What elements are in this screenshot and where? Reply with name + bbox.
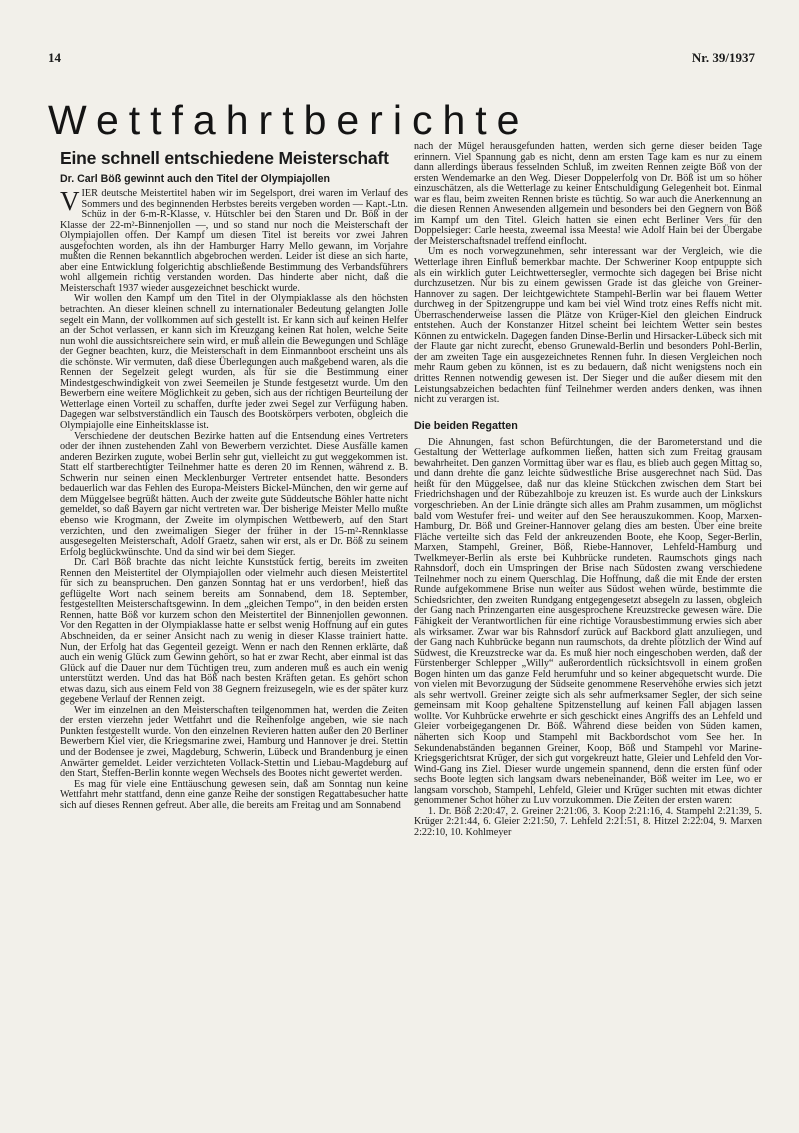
section-heading: Die beiden Regatten xyxy=(414,419,518,432)
drop-cap: V xyxy=(60,186,80,216)
body-paragraph: Es mag für viele eine Enttäuschung gewesen sein, daß am Sonntag nun keine Wettfahrt mehr stattfand, denn eine ganze Reihe der sonstigen Regattabesucher hatte sich auf dieses Rennen gefreut. Aber alle, die bereits am Freitag und am Sonnabend xyxy=(60,778,408,811)
body-paragraph: Verschiedene der deutschen Bezirke hatten auf die Entsendung eines Vertreters oder der ihnen zustehenden Zahl von Bewerbern verzichtet. Diese Ausfälle kamen anderen Bezirken zugute, wobei Berlin sehr gut, vielleicht zu gut weggekommen ist. Statt elf startberechtigter Teilnehmer hatte es deren 20 im Rennen, während z. B. Schwerin nur seinen einen Mecklenburger Vertreter entsendet hatte. Besonders bedauerlich war das Fehlen des Europa-Meisters Bickel-München, den wir gerne auf dem Müggelsee begrüßt hätten. Auch der zweite gute Süddeutsche Böhler hatte nicht gemeldet, so daß Bayern gar nicht vertreten war. Der bisherige Meister Mello mußte ebenso wie Krogmann, der Zweite im olympischen Wettbewerb, auf den Start verzichten, und den zweimaligen Sieger der früher in der 15-m²-Rennklasse ausgesegelten Meisterschaft, Adolf Graetz, sahen wir erst, als er Dr. Böß zu seinem Erfolg beglückwünschte. Und da sind wir bei dem Sieger. xyxy=(60,430,408,558)
results-paragraph: 1. Dr. Böß 2:20:47, 2. Greiner 2:21:06, 3. Koop 2:21:16, 4. Stampehl 2:21:39, 5. Krüger 2:21:44, 6. Gleier 2:21:50, 7. Lehfeld 2:21:51, 8. Hitzel 2:22:04, 9. Marxen 2:22:10, 10. Kohlmeyer xyxy=(414,805,762,838)
first-paragraph xyxy=(60,186,408,294)
issue-number: Nr. 39/1937 xyxy=(691,50,755,65)
body-paragraph: Um es noch vorwegzunehmen, sehr interessant war der Vergleich, wie die Wetterlage ihren Einfluß bemerkbar machte. Der Schweriner Koop entpuppte sich als ein wirklich guter Leichtwettersegler, vermochte sich dagegen bei Brise nicht durchzusetzen. Nur bis zu einem gewissen Grade ist das gleiche von Greiner-Hannover zu sagen. Der leichtgewichtete Stampehl-Berlin war bei flauem Wetter durchweg in der Spitzengruppe und kam bei viel Wind trotz eines Reffs nicht mit. Überraschenderweise lassen die Plätze von Krüger-Kiel den gleichen Eindruck entstehen. Auch der Konstanzer Hitzel scheint bei leichtem Wetter sein bestes Können zu entwickeln. Dagegen fanden Dinse-Berlin und Hirsacker-Lübeck sich mit der Flaute gar nicht zurecht, ebenso Grunewald-Berlin und besonders Pohl-Berlin, der am zweiten Tage ein ausgezeichnetes Rennen fuhr. In diesen Vergleichen noch mehr Raum geben zu können, ist es zu bedauern, daß nicht wenigstens noch ein drittes Rennen notwendig gewesen ist. Der Sieger und die außer diesem mit den Leistungsabzeichen bedachten fünf Teilnehmer werden anders denken, was ihnen nicht zu verargen ist. xyxy=(414,246,762,406)
body-paragraph: nach der Mügel herausgefunden hatten, werden sich gerne dieser beiden Tage erinnern. Viel Spannung gab es nicht, denn am ersten Tage kam es nur zu einem dann allerdings überaus fesselnden Schluß, im zweiten Rennen zeigte Böß von der ersten Wendemarke an den Weg. Dieser Doppelerfolg von Dr. Böß ist um so höher einzuschätzen, als die Wetterlage zu keiner Entschuldigung Gelegenheit bot. Einmal war es flau, beim zweiten Rennen briste es tüchtig. So war auch die Anerkennung an die diesen Rennen Anwesenden allgemein und besonders bei den Gegnern von Böß im Kampf um den Titel. Gleich hatten sie einen echt Berliner Vers für den Doppelsieger: Carle heesta, zweemal issa Meesta! wie Adolf Hain bei der Übergabe der Meisterschaftsnadel treffend einflocht. xyxy=(414,141,762,247)
article-title: Eine schnell entschiedene Meisterschaft xyxy=(60,148,389,168)
right-column xyxy=(414,142,762,838)
body-paragraph: Dr. Carl Böß brachte das nicht leichte Kunststück fertig, bereits im zweiten Rennen den Meistertitel der Olympiajollen oder vielmehr auch diesen Meistertitel für sich zu beanspruchen. Den ganzen Sonntag hat er uns verdorben!, hieß das geflügelte Wort nach seinem bereits am Sonnabend, dem 18. September, festgestellten Meisterschaftsgewinn. In dem „gleichen Tempo“, in den beiden ersten Rennen, hatte Böß vor kurzem schon den Meistertitel der Binnenjollen gewonnen. Vor den Regatten in der Olympiaklasse hatte er selbst wenig Hoffnung auf ein gutes Abschneiden, da er seiner Ansicht nach zu wenig in dieser Klasse trainiert hatte. Nun, der Erfolg hat das Gegenteil gezeigt. Wenn er nach den Rennen erklärte, daß auch ein wenig Glück zum Gewinn gehört, so hat er zwar Recht, aber einmal ist das Glück auf die Dauer nur dem Tüchtigen treu, zum anderen muß es auch ein wenig unterstützt werden. Und das hat Böß nach besten Kräften getan. Es gehört schon etwas dazu, sich aus einem Feld von 38 Gegnern freizusegeln, wie es der später kurz gegebene Verlauf der Rennen zeigt. xyxy=(60,557,408,706)
first-paragraph-text: IER deutsche Meistertitel haben wir im Segelsport, drei waren im Verlauf des Sommers und des beginnenden Herbstes bereits vergeben worden — Kapt.-Ltn. Schüz in der 6-m-R-Klasse, v. Hütschler bei den Staren und Dr. Böß in der Klasse der 22-m²-Binnenjollen —, und so stand nur noch die Meisterschaft der Olympiajollen offen. Der Kampf um diesen Titel ist bereits vor zwei Jahren ausgefochten worden, als ihn der Hamburger Harry Mello gewann, im Vorjahre mußten die Rennen bekanntlich abgebrochen werden. Leider ist diese an sich harte, aber eine Entwicklung folgerichtig abschließende Bestimmung des Verbandsführers wohl allgemein richtig verstanden worden. Das hinderte aber nicht, daß die Meisterschaft 1937 wieder ausgezeichnet beschickt wurde. xyxy=(60,188,408,294)
body-paragraph: Wir wollen den Kampf um den Titel in der Olympiaklasse als den höchsten betrachten. An dieser kleinen schnell zu internationaler Bedeutung gelangten Jolle segelt ein Mann, der vollkommen auf sich gestellt ist. Er kann sich auf keinen Helfer an der Schot verlassen, er kann sich im Kreuzgang keinen Rat holen, welche Seite nun wohl die aussichtsreichere sein wird, er muß allein die Bewegungen und Schläge der Gegner beachten, kurz, die Meisterschaft in dem Einmannboot erscheint uns als die schönste. Wir vermuten, daß diese Überlegungen auch maßgebend waren, als die Rennen der Segelzeit gelegt wurden, als für sie die Bestimmung einer Mindestgeschwindigkeit von zwei Seemeilen je Stunde festgesetzt wurde. Um den Bewerbern eine weitere Möglichkeit zu geben, sich aus der richtigen Beurteilung der Wetterlage einen Vorteil zu schaffen, durfte jeder zwei Segel zur Verfügung haben. Dagegen war selbstverständlich ein Tausch des Bootskörpers verboten, obgleich die Olympiajolle eine Einheitsklasse ist. xyxy=(60,293,408,432)
article-subtitle: Dr. Carl Böß gewinnt auch den Titel der Olympiajollen xyxy=(60,173,330,185)
body-paragraph: Die Ahnungen, fast schon Befürchtungen, die der Barometerstand und die Gestaltung der Wetterlage aufkommen ließen, hatten sich zum Freitag grausam bewahrheitet. Den ganzen Vormittag über war es flau, es blieb auch gegen Mittag so, und dann drehte die ganz leichte südwestliche Brise ausgerechnet nach Süd. Das heißt für den Müggelsee, daß nur das kleine Stückchen zwischen dem Start bei Friedrichshagen und der Rübezahlboje zu kreuzen ist. Es wurde auch der Linkskurs vorgeschrieben. An der Linie drängte sich alles am Prahm zusammen, um möglichst bald vom Westufer frei- und weiter auf den See herauszukommen. Koop, Marxen-Hamburg, Dr. Böß und Greiner-Hannover gelang dies am besten. Über eine breite Fläche verteilte sich das Feld der ankreuzenden Boote, ehe Koop, Seger-Berlin, Marxen, Stampehl, Greiner, Böß, Riebe-Hannover, Lehfeld-Hamburg und Twelkmeyer-Berlin als erste bei Kuhbrücke rundeten. Raumschots gings nach Rahnsdorf, doch ein Umspringen der Brise nach Südosten zwang verschiedene Teilnehmer noch zu einem Querschlag. Die Hoffnung, daß die mit Ende der ersten Runde aufgekommene Brise nun weiter aus Südost wehen würde, bestimmte die Schiedsrichter, den zweiten Rundgang entgegengesetzt absegeln zu lassen, obgleich der Gang nach Prinzengarten eine ausgesprochene Kreuzstrecke gewesen wäre. Die Fähigkeit der Verantwortlichen für eine richtige Vorausbestimmung erwies sich aber als wirksamer. Zwar war bis Rahnsdorf zurück auf Backbord glatt anzuliegen, und der Gang nach Kuhbrücke begann nun raumschots, da drehte plötzlich der Wind auf Südwest, die Kreuzstrecke war da. Es muß hier noch eingeschoben werden, daß der Fürstenberger Schlepper „Willy“ außerordentlich rücksichtsvoll in einem großen Bogen hinten um das ganze Feld herumfuhr und so keiner abgequetscht wurde. Die von vielen mit Bevorzugung der Südseite genommene Reservehöhe erwies sich jetzt als sehr wertvoll. Greiner zeigte sich als sehr aufmerksamer Segler, der sich seine gemeinsam mit Koop gehaltene Spitzenstellung auf keinen Fall abjagen lassen wollte. Vor Kuhbrücke erwehrte er sich geschickt eines Angriffs des an Lehfeld und Gleier vorbeigegangenen Dr. Böß. Während diese beiden von Süden kamen, näherten sich Koop und Stampehl mit Backbordschot vom See her. In Sekundenabständen begannen Greiner, Koop, Böß und Stampehl vor Marine-Kriegsgerichtsrat Krüger, der sich gut vorgekreuzt hatte, Gleier und Lehfeld den Vor-Wind-Gang ins Ziel. Dieser wurde ungemein spannend, denn die ersten fünf oder sechs Boote legten sich langsam dwars nebeneinander, Böß weiter im Lee, wo er langsam vorschob, Stampehl, Lehfeld, Gleier und Krüger suchten mit etwas dichter genommener Schot höher zu Luv vorzukommen. Die Zeiten der ersten waren: xyxy=(414,436,762,807)
body-paragraph: Wer im einzelnen an den Meisterschaften teilgenommen hat, werden die Zeiten der ersten vierzehn jeder Wettfahrt und die Reihenfolge angeben, wie sie nach Punkten festgestellt wurde. Von den einzelnen Revieren hatten außer den 20 Berliner Bewerbern Kiel vier, die Kriegsmarine zwei, Hamburg und Hannover je drei. Stettin und der Bodensee je zwei, Magdeburg, Schwerin, Lübeck und Brandenburg je einen Anwärter gemeldet. Leider verzichteten Vollack-Stettin und Liebau-Magdeburg auf den Start, Steffen-Berlin konnte wegen Wechsels des Bootes nicht gewertet werden. xyxy=(60,704,408,780)
page-title: Wettfahrtberichte xyxy=(48,97,530,143)
left-column xyxy=(60,142,408,811)
page-number: 14 xyxy=(48,50,61,65)
